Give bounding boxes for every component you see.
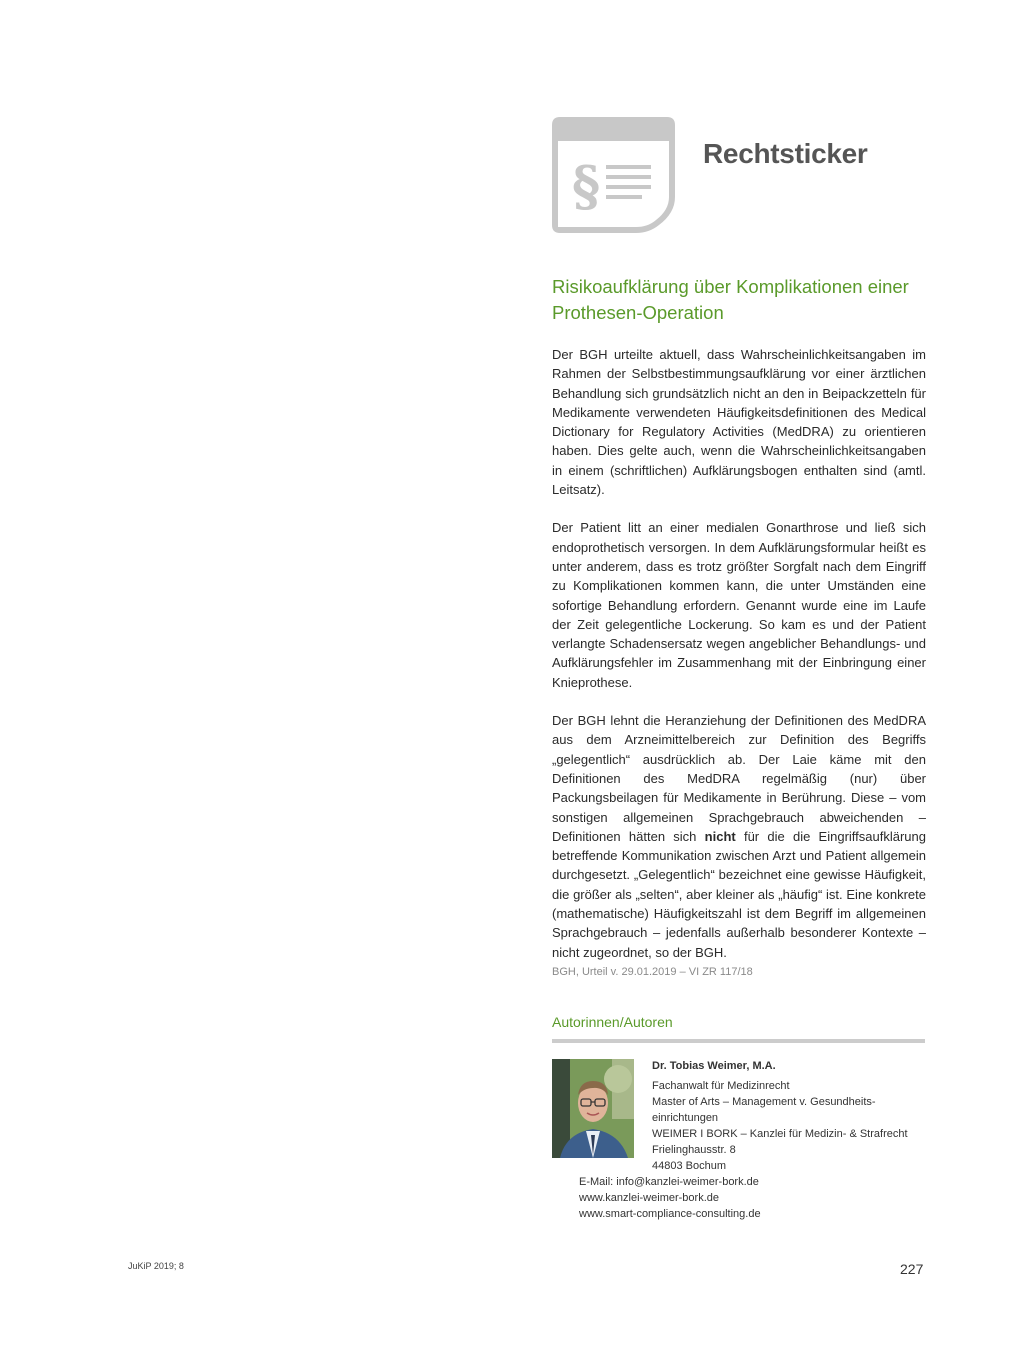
- svg-text:§: §: [572, 154, 601, 218]
- article-body: [552, 345, 926, 980]
- author-info: [652, 1058, 932, 1174]
- article-title: Risikoaufklärung über Komplikationen einer Prothesen-Operation: [552, 276, 909, 323]
- paragraph-3-text-a: Der BGH lehnt die Heranziehung der Definitionen des MedDRA aus dem Arzneimittelbereich zur Definition des Begriffs „gelegentlich“ ausdrücklich ab. Der Laie käme mit den Definitionen des MedDRA regelmäßig (nur) über Packungsbeilagen für Medikamente in Berührung. Diese – vom sonstigen allgemeinen Sprachgebrauch abweichenden – Definitionen hätten sich: [552, 713, 926, 844]
- page-number: 227: [900, 1261, 924, 1277]
- author-line: WEIMER I BORK – Kanzlei für Medizin- & Strafrecht: [652, 1128, 908, 1140]
- paragraph-1: Der BGH urteilte aktuell, dass Wahrscheinlichkeitsangaben im Rahmen der Selbstbestimmungsaufklärung vor einer ärztlichen Behandlung sich grundsätzlich nicht an den in Beipackzetteln für Medikamente verwendeten Häufigkeitsdefinitionen des Medical Dictionary for Regulatory Activities (MedDRA) zu orientieren haben. Dies gelte auch, wenn die Wahrscheinlichkeitsangaben in einem (schriftlichen) Aufklärungsbogen enthalten sind (amtl. Leitsatz).: [552, 347, 926, 498]
- paragraph-2: Der Patient litt an einer medialen Gonarthrose und ließ sich endoprothetisch versorgen. In dem Aufklärungsformular heißt es unter anderem, dass es trotz größter Sorgfalt nach dem Eingriff zu Komplikationen kommen kann, die unter Umständen eine sofortige Behandlung erfordern. Genannt wurde eine im Laufe der Zeit gelegentliche Lockerung. So kam es und der Patient verlangte Schadensersatz wegen angeblicher Behandlungs- und Aufklärungsfehler im Zusammenhang mit der Einbringung einer Knieprothese.: [552, 520, 926, 690]
- journal-reference: JuKiP 2019; 8: [128, 1261, 184, 1271]
- author-contact: [579, 1174, 761, 1222]
- author-name: Dr. Tobias Weimer, M.A.: [652, 1060, 776, 1072]
- author-line: einrichtungen: [652, 1112, 719, 1124]
- author-photo: [552, 1059, 634, 1158]
- citation: BGH, Urteil v. 29.01.2019 – VI ZR 117/18: [552, 965, 753, 978]
- paragraph-3-bold: nicht: [704, 828, 736, 844]
- authors-divider: [552, 1039, 925, 1043]
- author-email: E-Mail: info@kanzlei-weimer-bork.de: [579, 1176, 759, 1188]
- author-line: 44803 Bochum: [652, 1160, 726, 1172]
- section-title: Rechtsticker: [703, 138, 868, 169]
- authors-heading: Autorinnen/Autoren: [552, 1014, 673, 1030]
- paragraph-3: [552, 711, 926, 962]
- paragraph-3-text-b: für die die Eingriffsaufklärung betreffende Kommunikation zwischen Arzt und Patient allgemein durchgesetzt. „Gelegentlich“ bezeichnet eine gewisse Häufigkeit, die größer als „selten“, aber kleiner als „häufig“ ist. Eine konkrete (mathematische) Häufigkeitszahl ist dem Begriff im allgemeinen Sprachgebrauch – jedenfalls außerhalb besonderer Kontexte – nicht zugeordnet, so der BGH.: [552, 828, 926, 960]
- paragraph-document-icon: [552, 117, 675, 233]
- author-website-link[interactable]: www.smart-compliance-consulting.de: [579, 1208, 761, 1220]
- author-line: Fachanwalt für Medizinrecht: [652, 1080, 790, 1092]
- author-line: Frielinghausstr. 8: [652, 1144, 736, 1156]
- author-website-link[interactable]: www.kanzlei-weimer-bork.de: [579, 1192, 719, 1204]
- author-line: Master of Arts – Management v. Gesundheits-: [652, 1096, 876, 1108]
